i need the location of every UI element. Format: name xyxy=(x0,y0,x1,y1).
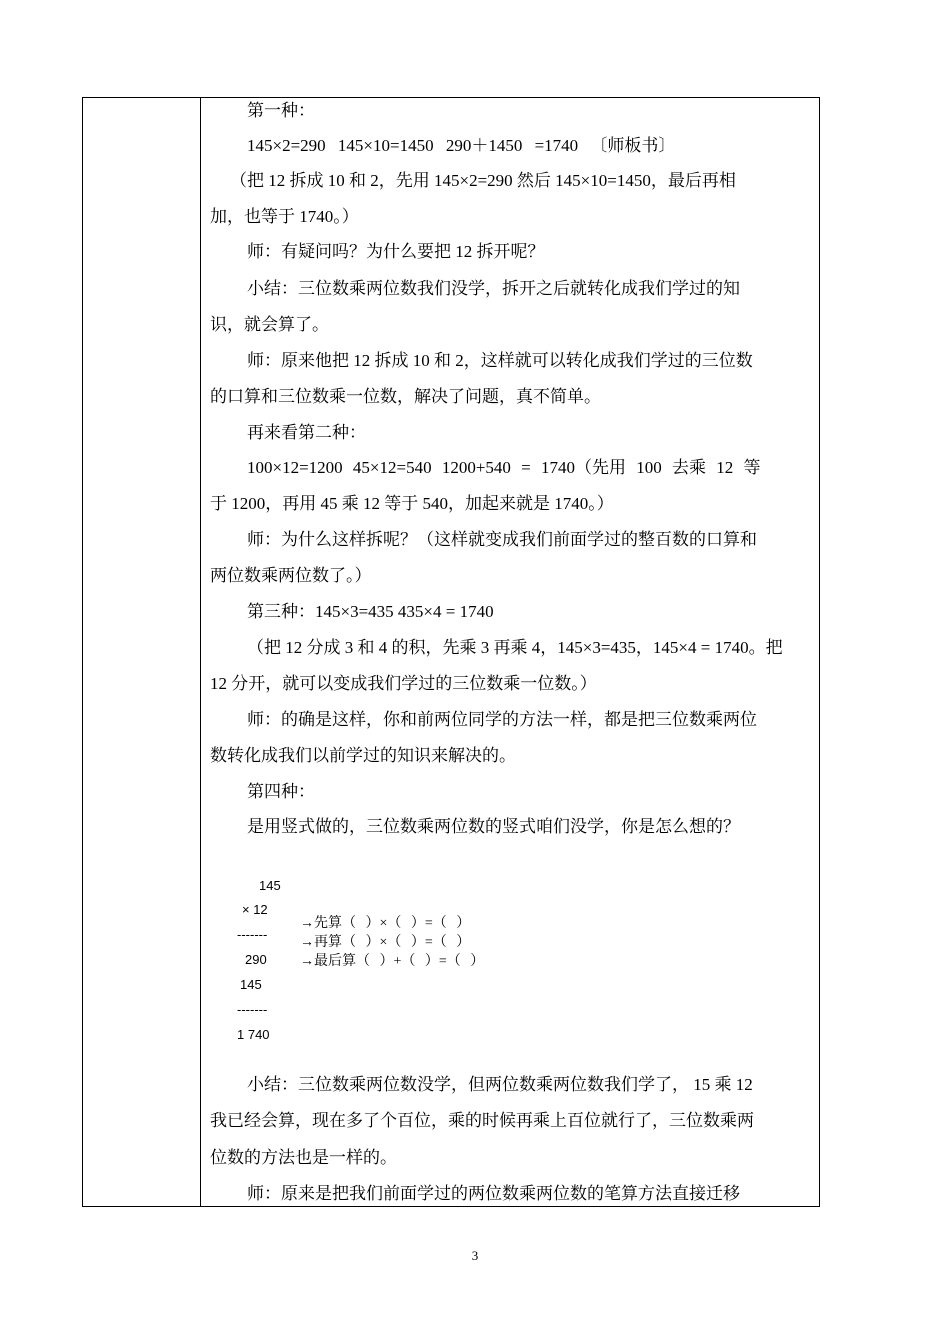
text-line: 师：原来他把 12 拆成 10 和 2，这样就可以转化成我们学过的三位数 xyxy=(247,351,753,370)
text-line: 师：有疑问吗？为什么要把 12 拆开呢？ xyxy=(247,242,545,261)
text-line: 第四种： xyxy=(247,782,315,801)
text-line: 再来看第二种： xyxy=(247,423,366,442)
text-line: 识，就会算了。 xyxy=(210,315,329,334)
text-line: 于 1200，再用 45 乘 12 等于 540，加起来就是 1740。） xyxy=(210,494,614,513)
calc-step-line: →最后算（ ）+（ ）=（ ） xyxy=(300,954,485,969)
column-divider xyxy=(200,98,201,1206)
text-line: 师：为什么这样拆呢？（这样就变成我们前面学过的整百数的口算和 xyxy=(247,530,757,549)
text-line: 12 分开，就可以变成我们学过的三位数乘一位数。） xyxy=(210,674,597,693)
vertical-calc-line: ------- xyxy=(237,927,268,942)
text-line: 小结：三位数乘两位数我们没学，拆开之后就转化成我们学过的知 xyxy=(247,279,740,298)
text-line: 第一种： xyxy=(247,101,315,120)
text-line: 145×2=290 145×10=1450 290＋1450 =1740 〔师板书〕 xyxy=(247,136,676,155)
text-line: 两位数乘两位数了。） xyxy=(210,566,372,585)
text-line: 位数的方法也是一样的。 xyxy=(210,1148,397,1167)
text-line: 师：的确是这样，你和前两位同学的方法一样，都是把三位数乘两位 xyxy=(247,710,757,729)
calc-step-line: →先算（ ）×（ ）=（ ） xyxy=(300,916,471,931)
vertical-calc-line: × 12 xyxy=(242,902,268,917)
calc-step-line: →再算（ ）×（ ）=（ ） xyxy=(300,935,471,950)
text-line: （把 12 分成 3 和 4 的积，先乘 3 再乘 4，145×3=435，145×4 = 1740。把 xyxy=(247,638,783,657)
text-line: 小结：三位数乘两位数没学，但两位数乘两位数我们学了， 15 乘 12 xyxy=(247,1075,753,1094)
text-line: 数转化成我们以前学过的知识来解决的。 xyxy=(210,746,516,765)
text-line: 100×12=1200 45×12=540 1200+540 = 1740（先用 100 去乘 12 等 xyxy=(247,458,761,477)
text-line: 的口算和三位数乘一位数，解决了问题，真不简单。 xyxy=(210,387,601,406)
vertical-calc-line: 145 xyxy=(259,878,281,893)
vertical-calc-line: 290 xyxy=(245,952,267,967)
vertical-calc-line: 1 740 xyxy=(237,1027,270,1042)
text-line: 师：原来是把我们前面学过的两位数乘两位数的笔算方法直接迁移 xyxy=(247,1184,740,1203)
text-line: 第三种：145×3=435 435×4 = 1740 xyxy=(247,602,494,621)
text-line: 是用竖式做的，三位数乘两位数的竖式咱们没学，你是怎么想的？ xyxy=(247,817,740,836)
vertical-calc-line: 145 xyxy=(240,977,262,992)
text-line: 我已经会算，现在多了个百位，乘的时候再乘上百位就行了，三位数乘两 xyxy=(210,1111,754,1130)
text-line: （把 12 拆成 10 和 2，先用 145×2=290 然后 145×10=1450，最后再相 xyxy=(230,171,736,190)
vertical-calc-line: ------- xyxy=(237,1002,268,1017)
text-line: 加，也等于 1740。） xyxy=(210,207,359,226)
page-number: 3 xyxy=(471,1248,479,1263)
